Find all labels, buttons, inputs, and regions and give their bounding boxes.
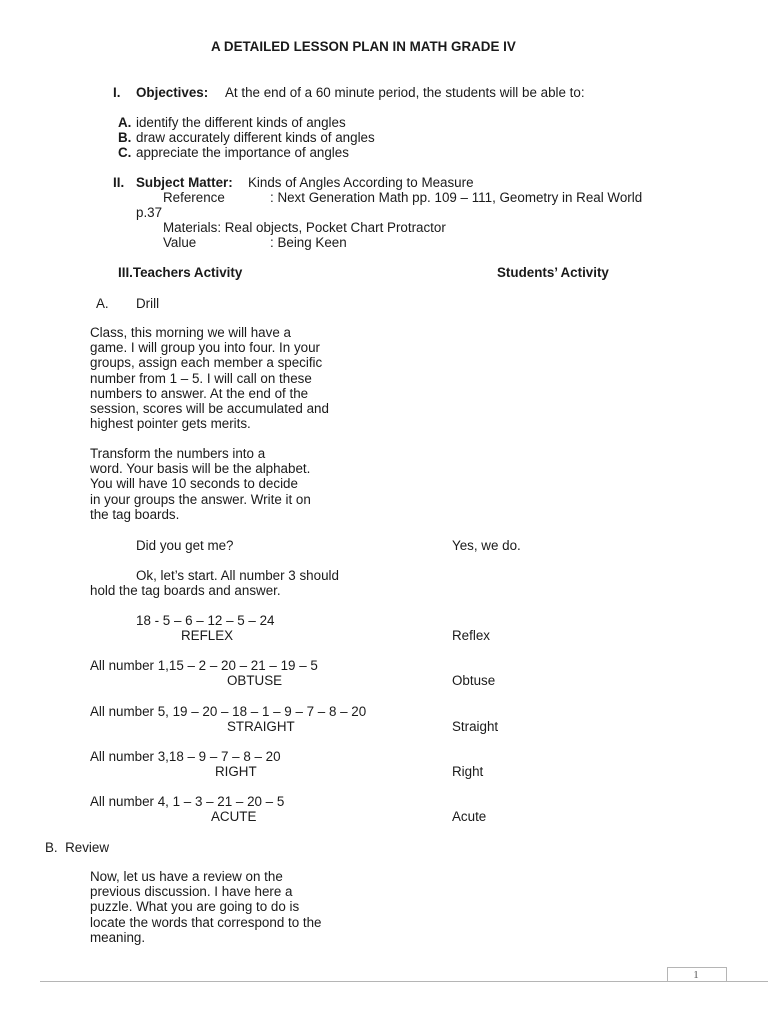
drill-question: Did you get me? (136, 538, 234, 553)
drill-student-answer: Reflex (452, 628, 490, 643)
drill-word: REFLEX (181, 628, 234, 643)
objective-text: draw accurately different kinds of angles (136, 130, 375, 145)
drill-word: STRAIGHT (227, 719, 295, 734)
objective-letter: B. (118, 130, 132, 145)
objective-text: appreciate the importance of angles (136, 145, 349, 160)
value-value: : Being Keen (270, 235, 347, 250)
materials-line: Materials: Real objects, Pocket Chart Protractor (163, 220, 446, 235)
drill-clue: All number 3,18 – 9 – 7 – 8 – 20 (90, 749, 281, 764)
page-title: A DETAILED LESSON PLAN IN MATH GRADE IV (211, 39, 516, 54)
objective-letter: C. (118, 145, 132, 160)
drill-label: Drill (136, 296, 160, 311)
page-number: 1 (693, 969, 699, 981)
objectives-numeral: I. (113, 85, 121, 100)
drill-clue: 18 - 5 – 6 – 12 – 5 – 24 (136, 613, 275, 628)
subject-label: Subject Matter: (136, 175, 233, 190)
teachers-activity-heading: III.Teachers Activity (118, 265, 243, 280)
subject-value: Kinds of Angles According to Measure (248, 175, 474, 190)
drill-start-line: hold the tag boards and answer. (90, 583, 281, 598)
subject-numeral: II. (113, 175, 125, 190)
reference-continuation: p.37 (136, 205, 163, 220)
drill-student-answer: Straight (452, 719, 499, 734)
review-paragraph: Now, let us have a review on the previous discussion. I have here a puzzle. What you are going to do is locate the words that correspond to the meaning. (90, 869, 322, 945)
objectives-label: Objectives: (136, 85, 209, 100)
drill-clue: All number 4, 1 – 3 – 21 – 20 – 5 (90, 794, 285, 809)
drill-start-line: Ok, let’s start. All number 3 should (136, 568, 339, 583)
drill-word: RIGHT (215, 764, 257, 779)
drill-clue: All number 1,15 – 2 – 20 – 21 – 19 – 5 (90, 658, 318, 673)
students-activity-heading: Students’ Activity (497, 265, 609, 280)
value-label: Value (163, 235, 197, 250)
drill-student-answer: Acute (452, 809, 487, 824)
reference-value: : Next Generation Math pp. 109 – 111, Geometry in Real World (270, 190, 643, 205)
objectives-intro: At the end of a 60 minute period, the students will be able to: (225, 85, 585, 100)
drill-word: ACUTE (211, 809, 257, 824)
drill-letter: A. (96, 296, 109, 311)
drill-answer: Yes, we do. (452, 538, 521, 553)
drill-student-answer: Right (452, 764, 484, 779)
drill-instructions: Class, this morning we will have a game. I will group you into four. In your groups, assign each member a specific number from 1 – 5. I will call on these numbers to answer. At the end of the session, scores will be accumulated and highest pointer gets merits. (90, 325, 329, 432)
footer-rule (40, 981, 768, 982)
objective-letter: A. (118, 115, 132, 130)
drill-word: OBTUSE (227, 673, 283, 688)
drill-student-answer: Obtuse (452, 673, 496, 688)
drill-rules: Transform the numbers into a word. Your basis will be the alphabet. You will have 10 seconds to decide in your groups the answer. Write it on the tag boards. (90, 446, 311, 522)
reference-label: Reference (163, 190, 225, 205)
review-heading: B. Review (45, 840, 109, 855)
objective-text: identify the different kinds of angles (136, 115, 346, 130)
drill-clue: All number 5, 19 – 20 – 18 – 1 – 9 – 7 – 8 – 20 (90, 704, 367, 719)
